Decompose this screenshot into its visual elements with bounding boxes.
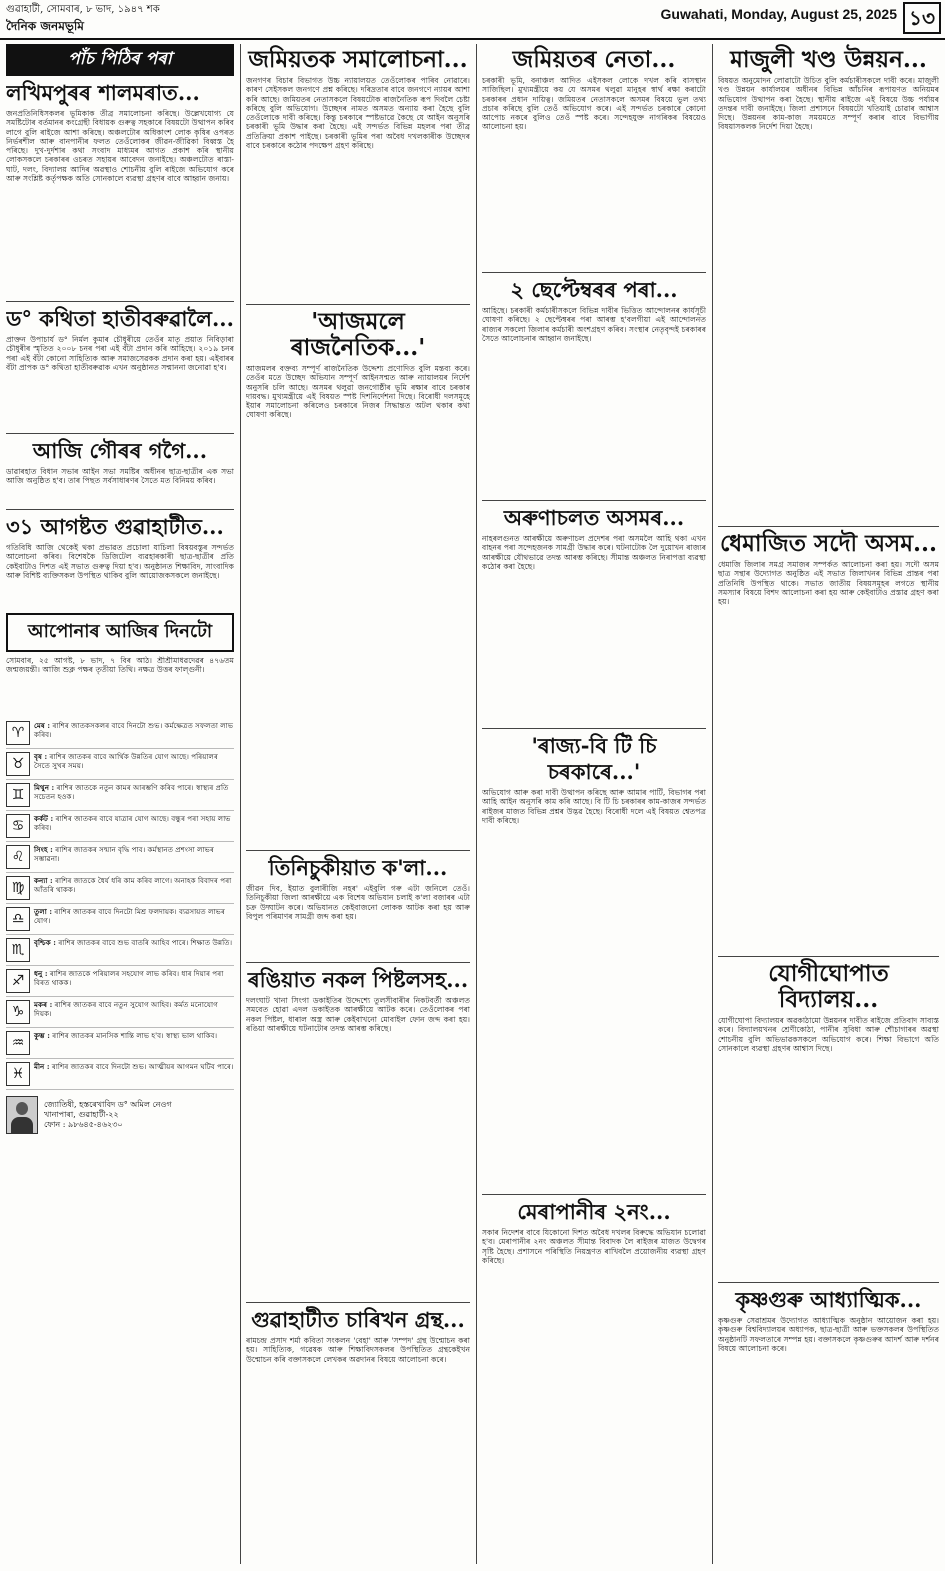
cancer-icon: ♋ (6, 814, 30, 838)
article-body-2-september: আহিছে। চৰকাৰী কৰ্মচাৰীসকলে বিভিন্ন দাবীৰ ভিত্তিত আন্দোলনৰ কাৰ্যসূচী ঘোষণা কৰিছে। ২ ছেপ্টেম্বৰৰ পৰা আৰম্ভ হ'বলগীয়া এই আন্দোলনত ৰাজ্যৰ সকলো জিলাৰ কৰ্মচাৰী অংশগ্ৰহণ কৰিব। সংস্থাৰ নেতৃবৃন্দই চৰকাৰৰ সৈতে আলোচনাৰ আহ্বান জনাইছে। (482, 306, 706, 343)
article-body-state-btc: অভিযোগ আৰু কৰা দাবী উত্থাপন কৰিছে আৰু আমাৰ পাৰ্টি, বিভাগৰ পৰা আহি আইন অনুসৰি কাম কৰি আছে। বি টি চি চৰকাৰৰ কাম-কাজৰ সন্দৰ্ভত ৰাইজৰ মাজত বিভিন্ন প্ৰশ্নৰ উদ্ভৱ হৈছে। বিৰোধী দলে এই বিষয়ত শ্বেতপত্ৰ দাবী কৰিছে। (482, 788, 706, 825)
headline-2-september[interactable]: ২ ছেপ্টেম্বৰৰ পৰা... (510, 277, 678, 302)
headline-kathita[interactable]: ড° কথিতা হাতীবৰুৱালৈ... (6, 306, 234, 331)
headline-krishnaguru-spiritual[interactable]: কৃষ্ণগুৰু আধ্যাত্মিক... (735, 1287, 922, 1312)
divider (482, 500, 706, 501)
horoscope-row (6, 873, 234, 904)
sign-name: মেষ : (34, 721, 51, 730)
sign-name: মীন : (34, 1062, 50, 1071)
divider (718, 1282, 939, 1283)
horoscope-row (6, 749, 234, 780)
headline-ajmal-political[interactable]: 'আজমলে ৰাজনৈতিক...' (290, 308, 426, 361)
scorpio-icon: ♏ (6, 938, 30, 962)
sagittarius-icon: ♐ (6, 969, 30, 993)
headline-dhemaji-all-assam[interactable]: ধেমাজিত সদৌ অসম... (719, 530, 938, 557)
horoscope-row (6, 935, 234, 966)
section-title: পাঁচ পিঠিৰ পৰা (6, 44, 234, 76)
sign-text: ৰাশিৰ জাতকে নতুন কামৰ আৰম্ভণি কৰিব পাৰে। স্বাস্থ্যৰ প্ৰতি সচেতন হওক। (34, 783, 229, 801)
headline-guwahati-books[interactable]: গুৱাহাটীত চাৰিখন গ্ৰন্থ... (251, 1307, 465, 1332)
divider (482, 1194, 706, 1195)
headline-lakhimpur[interactable]: লখিমপুৰৰ শালমৰাত... (6, 80, 200, 105)
article-body-kathita: প্ৰাক্তন উপাচাৰ্য ড° নিৰ্মল কুমাৰ চৌধুৰীয়ে তেওঁৰ মাতৃ প্ৰয়াত নিবিড়াৰা চৌধুৰীৰ স্মৃতিত ২০০৮ চনৰ পৰা এই বঁটা প্ৰদান কৰি আহিছে। ২০১৯ চনৰ পৰা এই বঁটা কোনো সাহিত্যিক আৰু সমাজসেৱকক প্ৰদান কৰা হয়। এইবাৰৰ বঁটা প্ৰাপক ড° কথিতা হাতীবৰুৱাক এখন অনুষ্ঠানত সন্মাননা জনোৱা হ'ব। (6, 335, 234, 372)
article-body-majuli-development: বিষয়ত অনুমোদন লোৱাটো উচিত বুলি কৰ্মচাৰীসকলে দাবী কৰে। মাজুলী খণ্ড উন্নয়ন কাৰ্যালয়ৰ অধীনৰ বিভিন্ন আঁচনিৰ ৰূপায়ণত অনিয়মৰ অভিযোগ উত্থাপন কৰা হৈছে। স্থানীয় ৰাইজে এই বিষয়ে উচ্চ পৰ্যায়ৰ তদন্তৰ দাবী জনাইছে। জিলা প্ৰশাসনে বিষয়টো খতিয়াই চোৱাৰ আশ্বাস দিছে। উন্নয়নৰ কাম-কাজ সময়মতে সম্পূৰ্ণ কৰাৰ বাবে বিভাগীয় বিষয়াসকলক নিৰ্দেশ দিয়া হৈছে। (718, 76, 939, 132)
divider (718, 526, 939, 527)
article-body-guwahati-books: ৰামচন্দ্ৰ প্ৰসাদ শৰ্মা কবিতা সংকলন 'বেহা' আৰু 'সম্পদ' গ্ৰন্থ উন্মোচন কৰা হয়। সাহিত্যিক, গৱেষক আৰু শিক্ষাবিদসকলৰ উপস্থিতিত গ্ৰন্থকেইখন উন্মোচন কৰি বক্তাসকলে লেখকৰ অৱদানৰ বিষয়ে আলোচনা কৰে। (246, 1336, 470, 1364)
gemini-icon: ♊ (6, 783, 30, 807)
divider (718, 956, 939, 957)
astrologer-phone: ফোন : ৯৮৬৪৫-৪৬২৩০ (44, 1120, 123, 1129)
headline-31-august[interactable]: ৩১ আগষ্টত গুৱাহাটীত... (6, 514, 224, 539)
sign-text: ৰাশিৰ জাতকৰ বাবে দিনটো মিশ্ৰ ফলদায়ক। ব্যৱসায়ত লাভৰ যোগ। (34, 907, 225, 925)
article-body-jogighopa-school: যোগীঘোপা বিদ্যালয়ৰ অৱকাঠামো উন্নয়নৰ দাবীত ৰাইজে প্ৰতিবাদ সাব্যস্ত কৰে। বিদ্যালয়খনৰ শ্ৰেণীকোঠা, পানীৰ সুবিধা আৰু শৌচাগাৰৰ অৱস্থা শোচনীয় বুলি অভিভাৱকসকলে অভিযোগ কৰে। শিক্ষা বিভাগে অতি সোনকালে ব্যৱস্থা গ্ৰহণৰ আশ্বাস দিছে। (718, 1016, 939, 1053)
article-body-ajmal-political: আজমলৰ বক্তব্য সম্পূৰ্ণ ৰাজনৈতিক উদ্দেশ্য প্ৰণোদিত বুলি মন্তব্য কৰে। তেওঁৰ মতে উচ্ছেদ অভিযান সম্পূৰ্ণ আইনসন্মত আৰু ন্যায়ালয়ৰ নিৰ্দেশ অনুসৰি চলি আছে। অসমৰ থলুৱা জনগোষ্ঠীৰ ভূমি ৰক্ষাৰ বাবে চৰকাৰ দায়বদ্ধ। মুখ্যমন্ত্ৰীয়ে এই বিষয়ত স্পষ্ট দিশনিৰ্দেশনা দিছে। বিৰোধী দলসমূহে ইয়াৰ সমালোচনা কৰিলেও চৰকাৰে নিজৰ সিদ্ধান্তত অটল থকাৰ কথা ঘোষণা কৰিছে। (246, 364, 470, 420)
horoscope-row (6, 842, 234, 873)
sign-text: ৰাশিৰ জাতকৰ মানসিক শান্তি লাভ হ'ব। স্বাস্থ্য ভাল থাকিব। (52, 1031, 218, 1040)
horoscope-row (6, 1059, 234, 1090)
column-3 (482, 44, 706, 1566)
sign-text: ৰাশিৰ জাতকে ধৈৰ্য ধৰি কাম কৰিব লাগে। অনাহক বিবাদৰ পৰা আঁতৰি থাকক। (34, 876, 232, 894)
masthead-paper-name: দৈনিক জনমভূমি (6, 19, 84, 33)
virgo-icon: ♍ (6, 876, 30, 900)
divider (6, 433, 234, 434)
headline-tinsukia-black[interactable]: তিনিচুকীয়াত ক'লা... (268, 855, 448, 880)
astrologer-photo (6, 1096, 38, 1134)
horoscope-list (6, 718, 234, 1090)
horoscope-row (6, 811, 234, 842)
sign-name: মিথুন : (34, 783, 55, 792)
divider (246, 962, 470, 963)
pisces-icon: ♓ (6, 1062, 30, 1086)
sign-name: কন্যা : (34, 876, 53, 885)
capricorn-icon: ♑ (6, 1000, 30, 1024)
horoscope-row (6, 718, 234, 749)
divider (482, 272, 706, 273)
sign-text: ৰাশিৰ জাতকৰ বাবে নতুন সুযোগ আহিব। কৰ্মত মনোযোগ দিয়ক। (34, 1000, 218, 1018)
sign-text: ৰাশিৰ জাতকৰ বাবে দিনটো শুভ। আত্মীয়ৰ আগমন ঘটিব পাৰে। (51, 1062, 234, 1071)
page-number-badge: ১৩ (903, 2, 941, 34)
article-body-gaurav-gogoi: ডাৱাৰহাত বিধান সভাৰ আইন সভা সমষ্টিৰ অধীনৰ ছাত্ৰ-ছাত্ৰীৰ এক সভা আজি অনুষ্ঠিত হ'ব। তাৰ পিছত সৰ্বসাধাৰণৰ সৈতে মত বিনিময় কৰিব। (6, 467, 234, 486)
article-body-krishnaguru-spiritual: কৃষ্ণগুৰু সেৱাশ্ৰমৰ উদ্যোগত আধ্যাত্মিক অনুষ্ঠান আয়োজন কৰা হয়। কৃষ্ণগুৰু বিশ্ববিদ্যালয়ৰ অধ্যাপক, ছাত্ৰ-ছাত্ৰী আৰু ভক্তসকলৰ উপস্থিতিত অনুষ্ঠানটি সফলতাৰে সম্পন্ন হয়। বক্তাসকলে কৃষ্ণগুৰুৰ আদৰ্শ আৰু দৰ্শনৰ বিষয়ে আলোচনা কৰে। (718, 1316, 939, 1353)
headline-gaurav-gogoi[interactable]: আজি গৌৰৰ গগৈ... (32, 438, 208, 463)
horoscope-intro: সোমবাৰ, ২৫ আগষ্ট, ৮ ভাদ, ৭ বিৰ আঠ। শ্ৰীশ্ৰীমাধৱদেৱৰ ৪৭৬তম জন্মজয়ন্তী। আজি শুক্ল পক্ষৰ তৃতীয়া তিথি। নক্ষত্ৰ উত্তৰ ফাল্গুনী। (6, 656, 234, 675)
sign-text: ৰাশিৰ জাতকৰ সন্মান বৃদ্ধি পাব। কৰ্মস্থানত প্ৰশংসা লাভৰ সম্ভাৱনা। (34, 845, 214, 863)
column-2 (246, 44, 470, 1566)
sign-name: বৃশ্চিক : (34, 938, 56, 947)
column-rule (712, 44, 713, 1564)
libra-icon: ♎ (6, 907, 30, 931)
column-4 (718, 44, 939, 1566)
headline-merapani[interactable]: মেৰাপানীৰ ২নং... (517, 1199, 671, 1224)
sign-text: ৰাশিৰ জাতকৰ বাবে যাত্ৰাৰ যোগ আছে। বন্ধুৰ পৰা সহায় লাভ কৰিব। (34, 814, 231, 832)
article-body-jamiyat-leader: চৰকাৰী ভূমি, বনাঞ্চল আদিত এইসকল লোকে দখল কৰি বাসস্থান সাজিছিল। মুখ্যমন্ত্ৰীয়ে কয় যে অসমৰ থলুৱা মানুহৰ স্বাৰ্থ ৰক্ষা কৰাটো চৰকাৰৰ প্ৰধান দায়িত্ব। জমিয়তৰ নেতাসকলে অসমৰ বিষয়ে ভুল তথ্য প্ৰচাৰ কৰিছে বুলি তেওঁ অভিযোগ কৰে। এই সন্দৰ্ভত চৰকাৰে কোনো আপোচ নকৰে বুলিও তেওঁ স্পষ্ট কৰে। সন্দেহযুক্ত নাগৰিকৰ বিষয়েও আলোচনা হয়। (482, 76, 706, 132)
masthead (0, 0, 945, 40)
article-body-rangia-pistol: দলংঘাট খানা সিংগা ডকাইতিৰ উদ্দেশ্যে তুলসীবাৰীৰ নিকটবৰ্তী অঞ্চলত সমবেত হোৱা এদল ডকাইতক আৰক্ষীয়ে আটক কৰে। তেওঁলোকৰ পৰা নকল পিষ্টল, ধাৰাল অস্ত্ৰ আৰু কেইবাখনো মোবাইল ফোন জব্দ কৰা হয়। ৰঙিয়া আৰক্ষীয়ে ঘটনাটোৰ তদন্ত আৰম্ভ কৰিছে। (246, 996, 470, 1033)
headline-rangia-pistol[interactable]: ৰঙিয়াত নকল পিষ্টলসহ... (247, 967, 469, 992)
column-1 (6, 44, 234, 1566)
masthead-date-english: Guwahati, Monday, August 25, 2025 (660, 6, 897, 22)
headline-majuli-development[interactable]: মাজুলী খণ্ড উন্নয়ন... (730, 46, 927, 73)
column-rule (240, 44, 241, 1564)
sign-name: মকৰ : (34, 1000, 53, 1009)
aries-icon: ♈ (6, 721, 30, 745)
sign-name: কৰ্কট : (34, 814, 54, 823)
divider (6, 509, 234, 510)
sign-name: সিংহ : (34, 845, 53, 854)
divider (246, 304, 470, 305)
horoscope-row (6, 780, 234, 811)
astrologer-address: খানাপাৰা, গুৱাহাটী-২২ (44, 1110, 119, 1119)
article-body-tinsukia-black: জীৱন দিব, ইয়াত বুলাৰীজি নহৰ' এইবুলি গৰু এটা জনিলে তেওঁ। তিনিচুকীয়া জিলা আৰক্ষীয়ে এক বিশেষ অভিযান চলাই ক'লা বজাৰৰ এটা চক্ৰ উদ্ঘাটন কৰে। অভিযানত কেইবাজনো লোকক আটক কৰা হয় আৰু বিপুল পৰিমাণৰ সামগ্ৰী জব্দ কৰা হয়। (246, 884, 470, 921)
leo-icon: ♌ (6, 845, 30, 869)
sign-text: ৰাশিৰ জাতকসকলৰ বাবে দিনটো শুভ। কৰ্মক্ষেত্ৰত সফলতা লাভ কৰিব। (34, 721, 234, 739)
article-body-lakhimpur: জনপ্ৰতিনিধিসকলৰ ভূমিকাক তীব্ৰ সমালোচনা কৰিছে। উল্লেখযোগ্য যে সমষ্টিটোৰ বৰ্তমানৰ কংগ্ৰেছী বিধায়ক গুৰুত্ব সহকাৰে বিষয়টো উত্থাপন কৰিব লাগে বুলি ৰাইজে আশা কৰিছে। অঞ্চলটোৰ অধিকাংশ লোক কৃষিৰ ওপৰত নিৰ্ভৰশীল আৰু বানপানীৰ ফলত তেওঁলোকৰ জীৱন-জীৱিকা বিধ্বস্ত হৈ পৰিছে। দুখ-দুৰ্দশাৰ কথা সংবাদ মাধ্যমৰ আগত প্ৰকাশ কৰি স্থানীয় লোকসকলে চৰকাৰৰ ওচৰত সহায়ৰ আবেদন জনাইছে। অঞ্চলটোত ৰাস্তা-ঘাট, দলং, বিদ্যালয় আদিৰ অৱস্থাও শোচনীয় বুলি ৰাইজে অভিযোগ কৰে আৰু সংশ্লিষ্ট কৰ্তৃপক্ষক অতি সোনকালে ব্যৱস্থা গ্ৰহণৰ বাবে আহ্বান জনায়। (6, 109, 234, 184)
article-body-jamiyat-criticism: জনগণৰ বিচাৰ বিভাগত উচ্চ ন্যায়ালয়ত তেওঁলোকৰ পাৰিব নোৱাৰে। কাৰণ সেইসকল জনগণে প্ৰশ্ন কৰিছে। দৰিদ্ৰতাৰ বাবে জনগণে ন্যায়ৰ আশা কৰি আছে। জমিয়তৰ নেতাসকলে বিষয়টোক ৰাজনৈতিক ৰূপ দিবলৈ চেষ্টা কৰিছে বুলি অভিযোগ। উচ্ছেদৰ নামত অসমত অন্যায় কৰা হৈছে বুলি তেওঁলোকে দাবী কৰিছে। কিন্তু চৰকাৰে স্পষ্টভাৱে কৈছে যে আইন অনুসৰি চৰকাৰী ভূমি উদ্ধাৰ কৰা হৈছে। এই সন্দৰ্ভত বিভিন্ন মহলৰ পৰা তীব্ৰ প্ৰতিক্ৰিয়া প্ৰকাশ পাইছে। চৰকাৰী ভূমিৰ পৰা অবৈধ দখলকাৰীক উচ্ছেদৰ বাবে চৰকাৰে কঠোৰ পদক্ষেপ গ্ৰহণ কৰিছে। (246, 76, 470, 151)
sign-text: ৰাশিৰ জাতকৰ বাবে আৰ্থিক উন্নতিৰ যোগ আছে। পৰিয়ালৰ সৈতে সুখৰ সময়। (34, 752, 218, 770)
sign-name: ধনু : (34, 969, 48, 978)
headline-jamiyat-leader[interactable]: জমিয়তৰ নেতা... (512, 46, 676, 73)
sign-text: ৰাশিৰ জাতকে পৰিয়ালৰ সহযোগ লাভ কৰিব। ধাৰ দিয়াৰ পৰা বিৰত থাকক। (34, 969, 224, 987)
headline-jogighopa-school[interactable]: যোগীঘোপাত বিদ্যালয়... (768, 960, 889, 1013)
article-body-arunachal-assam: নাহৰলগুনত আৰক্ষীয়ে অৰুণাচল প্ৰদেশৰ পৰা অসমলৈ আহি থকা এখন বাহনৰ পৰা সন্দেহজনক সামগ্ৰী উদ্ধাৰ কৰে। ঘটনাটোক লৈ দুয়োখন ৰাজ্যৰ আৰক্ষীয়ে যৌথভাৱে তদন্ত আৰম্ভ কৰিছে। সীমান্ত অঞ্চলত নিৰাপত্তা ব্যৱস্থা কঠোৰ কৰা হৈছে। (482, 534, 706, 571)
headline-state-btc[interactable]: 'ৰাজ্য-বি টি চি চৰকাৰে...' (531, 733, 657, 784)
aquarius-icon: ♒ (6, 1031, 30, 1055)
astrologer-credit (6, 1096, 234, 1134)
sign-text: ৰাশিৰ জাতকৰ বাবে শুভ বাতৰি আহিব পাৰে। শিক্ষাত উন্নতি। (58, 938, 233, 947)
article-body-dhemaji-all-assam: ধেমাজি জিলাৰ সমগ্ৰ সমাজৰ সম্পৰ্কত আলোচনা কৰা হয়। সদৌ অসম ছাত্ৰ সন্থাৰ উদ্যোগত অনুষ্ঠিত এই সভাত জিলাখনৰ বিভিন্ন প্ৰান্তৰ পৰা প্ৰতিনিধি উপস্থিত থাকে। সভাত জাতীয় বিষয়সমূহৰ লগতে স্থানীয় সমস্যাৰ বিষয়ে বিশদ আলোচনা কৰা হয় আৰু কেইবাটাও প্ৰস্তাৱ গ্ৰহণ কৰা হয়। (718, 560, 939, 607)
horoscope-row (6, 997, 234, 1028)
divider (6, 301, 234, 302)
article-body-merapani: সকাৰ নিদেশৰ বাবে যিকোনো দিশত অবৈধ দখলৰ বিৰুদ্ধে অভিযান চলোৱা হ'ব। মেৰাপানীৰ ২নং অঞ্চলত সীমান্ত বিবাদক লৈ ৰাইজৰ মাজত উদ্বেগৰ সৃষ্টি হৈছে। প্ৰশাসনে পৰিস্থিতি নিয়ন্ত্ৰণত ৰাখিবলৈ প্ৰয়োজনীয় ব্যৱস্থা গ্ৰহণ কৰিছে। (482, 1228, 706, 1265)
horoscope-row (6, 904, 234, 935)
headline-arunachal-assam[interactable]: অৰুণাচলত অসমৰ... (503, 505, 685, 530)
divider (246, 850, 470, 851)
astrologer-name: জ্যোতিষী, হস্তৰেখাবিদ ড° অমিল নেওগ (44, 1100, 172, 1109)
horoscope-row (6, 1028, 234, 1059)
divider (246, 1302, 470, 1303)
masthead-date-assamese: গুৱাহাটী, সোমবাৰ, ৮ ভাদ, ১৯৪৭ শক (6, 4, 160, 15)
sign-name: বৃষ : (34, 752, 48, 761)
horoscope-row (6, 966, 234, 997)
sign-name: কুম্ভ : (34, 1031, 50, 1040)
article-body-31-august: গতিবিধি আজি থেকেই থকা প্ৰভাৱত প্ৰচোলা যাচিলা বিষয়বস্তুৰ সন্দৰ্ভত আলোচনা কৰিব। বিশেষকৈ ডিজিটেল ব্যৱহাৰকাৰী ছাত্ৰ-ছাত্ৰীৰ প্ৰতি কেইবাটাও দিশত এই সভাত গুৰুত্ব দিয়া হ'ব। অনুষ্ঠানত শিক্ষাবিদ, সাংবাদিক আৰু বিশিষ্ট ব্যক্তিসকল উপস্থিত থাকিব বুলি আয়োজকসকলে জনাইছে। (6, 543, 234, 580)
headline-jamiyat-criticism[interactable]: জমিয়তক সমালোচনা... (248, 46, 468, 73)
divider (482, 728, 706, 729)
horoscope-title: আপোনাৰ আজিৰ দিনটো (6, 613, 234, 652)
sign-name: তুলা : (34, 907, 52, 916)
taurus-icon: ♉ (6, 752, 30, 776)
column-rule (476, 44, 477, 1564)
